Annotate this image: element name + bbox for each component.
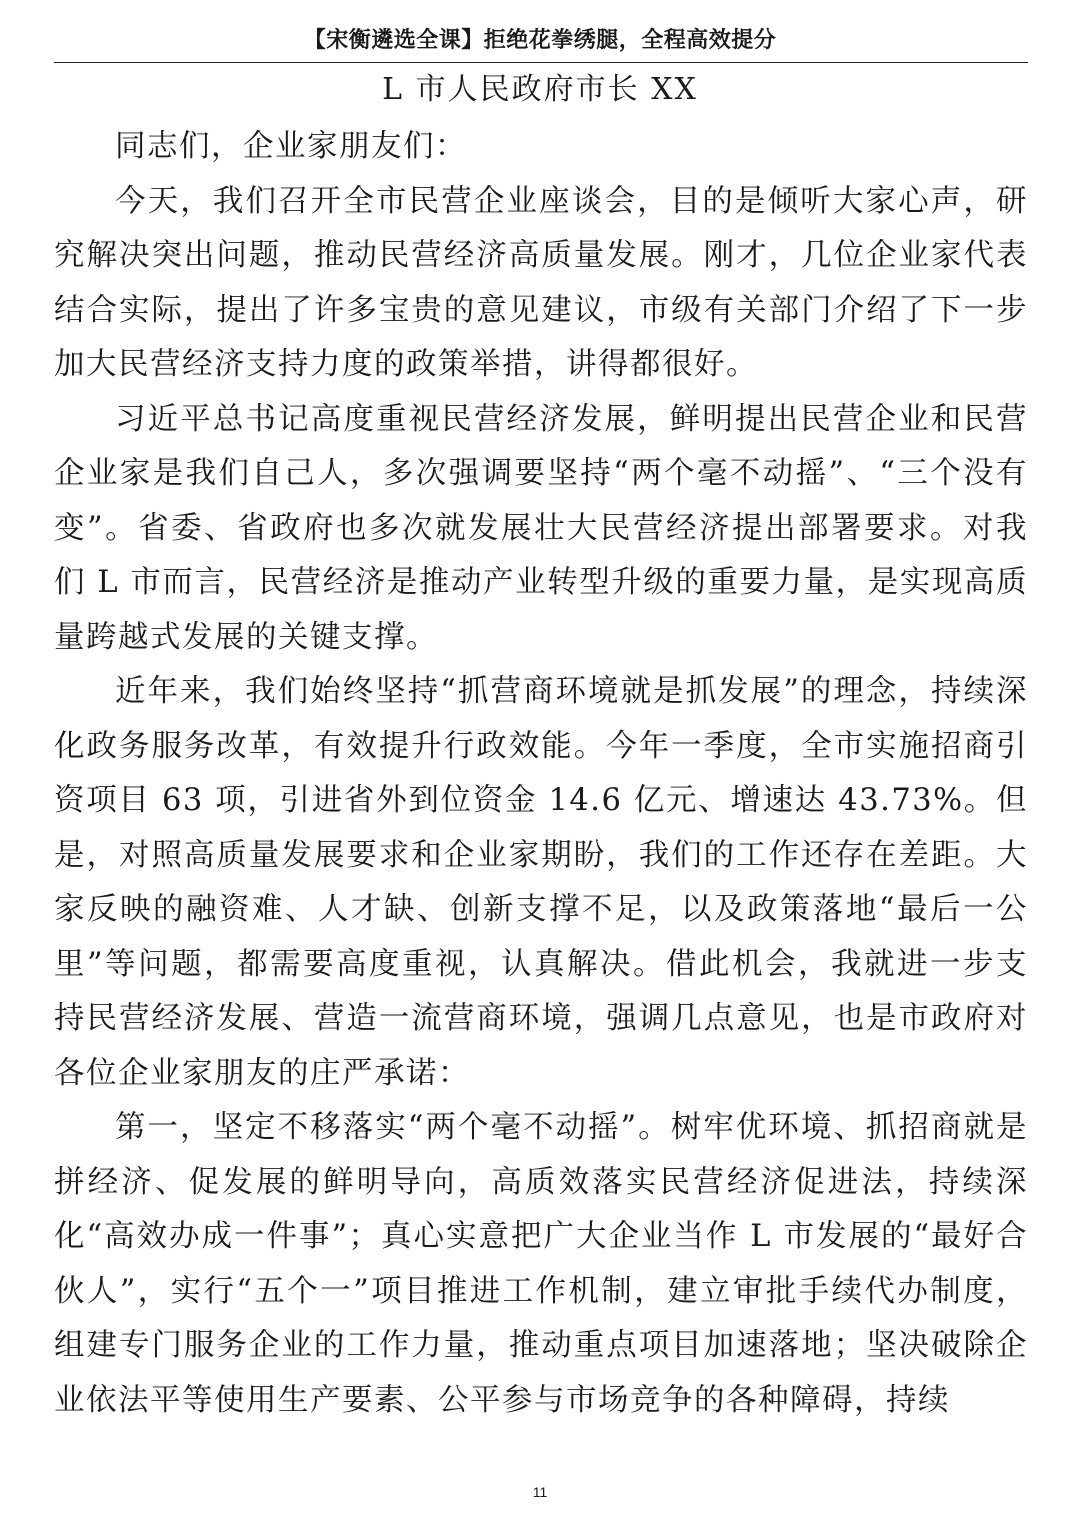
document-title: L 市人民政府市长 XX	[382, 72, 698, 107]
paragraph-1: 今天，我们召开全市民营企业座谈会，目的是倾听大家心声，研究解决突出问题，推动民营经济高质量发展。刚才，几位企业家代表结合实际，提出了许多宝贵的意见建议，市级有关部门介绍了下一步加大民营经济支持力度的政策举措，讲得都很好。	[54, 183, 1028, 382]
paragraph-2: 习近平总书记高度重视民营经济发展，鲜明提出民营企业和民营企业家是我们自己人，多次强调要坚持“两个毫不动摇”、“三个没有变”。省委、省政府也多次就发展壮大民营经济提出部署要求。对我们 L 市而言，民营经济是推动产业转型升级的重要力量，是实现高质量跨越式发展的关键支撑。	[54, 401, 1028, 655]
salutation: 同志们，企业家朋友们：	[115, 129, 467, 164]
paragraph-4: 第一，坚定不移落实“两个毫不动摇”。树牢优环境、抓招商就是拼经济、促发展的鲜明导向，高质效落实民营经济促进法，持续深化“高效办成一件事”；真心实意把广大企业当作 L 市发展的“最好合伙人”，实行“五个一”项目推进工作机制，建立审批手续代办制度，组建专门服务企业的工作力量，推动重点项目加速落地；坚决破除企业依法平等使用生产要素、公平参与市场竞争的各种障碍，持续	[54, 1110, 1028, 1418]
header-banner: 【宋衡遴选全课】拒绝花拳绣腿，全程高效提分	[303, 28, 777, 53]
page-number: 11	[532, 1484, 548, 1500]
paragraph-3: 近年来，我们始终坚持“抓营商环境就是抓发展”的理念，持续深化政务服务改革，有效提升行政效能。今年一季度，全市实施招商引资项目 63 项，引进省外到位资金 14.6 亿元、增速达 43.73%。但是，对照高质量发展要求和企业家期盼，我们的工作还存在差距。大家反映的融资难、人才缺、创新支撑不足，以及政策落地“最后一公里”等问题，都需要高度重视，认真解决。借此机会，我就进一步支持民营经济发展、营造一流营商环境，强调几点意见，也是市政府对各位企业家朋友的庄严承诺：	[54, 674, 1028, 1091]
header-divider	[54, 62, 1028, 63]
document-body	[54, 120, 1028, 1428]
